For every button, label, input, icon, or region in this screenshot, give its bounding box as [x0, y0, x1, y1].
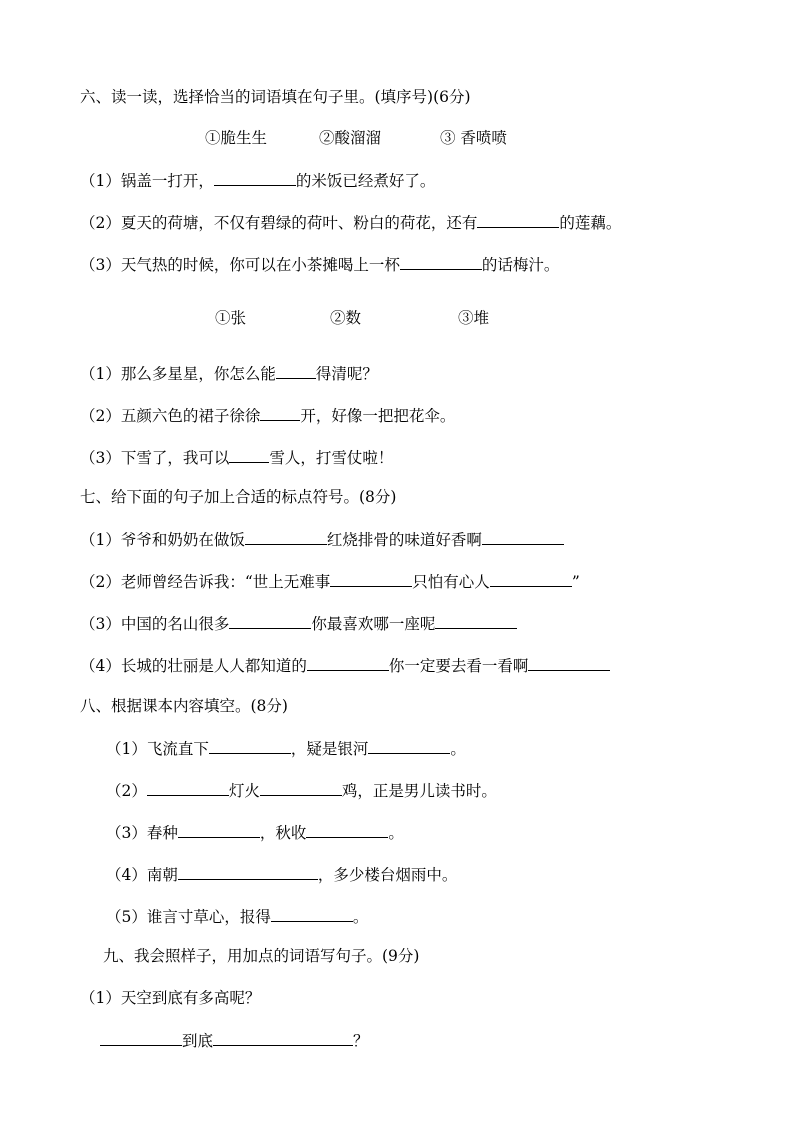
question-text: （1）飞流直下 [106, 740, 209, 758]
question [106, 821, 404, 844]
question-text: 。 [352, 908, 369, 926]
question [80, 211, 621, 234]
option-2: ②酸溜溜 [319, 129, 382, 147]
question [80, 446, 393, 469]
answer-blank[interactable] [528, 654, 610, 671]
question-text: （2） [106, 782, 147, 800]
question-text: （1）爷爷和奶奶在做饭 [80, 531, 245, 549]
answer-blank[interactable] [435, 612, 517, 629]
answer-blank[interactable] [260, 779, 342, 796]
answer-blank[interactable] [477, 211, 559, 228]
question-text: （3）春种 [106, 824, 178, 842]
question-text: 的米饭已经煮好了。 [295, 172, 436, 190]
question [80, 528, 564, 551]
option-2: ②数 [330, 309, 362, 327]
question-text: （2）夏天的荷塘，不仅有碧绿的荷叶、粉白的荷花，还有 [80, 214, 478, 232]
question-text: （3）下雪了，我可以 [80, 449, 230, 467]
question-text: 你最喜欢哪一座呢 [311, 615, 436, 633]
answer-blank[interactable] [100, 1029, 182, 1046]
question-text: 鸡，正是男儿读书时。 [341, 782, 497, 800]
question: （1）天空到底有多高呢？ [80, 989, 261, 1007]
question-text: （1）那么多星星，你怎么能 [80, 365, 276, 383]
answer-blank[interactable] [400, 253, 482, 270]
answer-blank[interactable] [271, 905, 353, 922]
option-3: ③ 香喷喷 [440, 129, 507, 147]
question-text: 的莲藕。 [559, 214, 622, 232]
question [80, 404, 455, 427]
question [80, 169, 435, 192]
answer-blank[interactable] [368, 737, 450, 754]
question-text: ，疑是银河 [290, 740, 369, 758]
question-text: （5）谁言寸草心，报得 [106, 908, 271, 926]
section6-title: 六、读一读，选择恰当的词语填在句子里。(填序号)(6分) [80, 88, 471, 106]
answer-blank[interactable] [306, 821, 388, 838]
question-text: 灯火 [228, 782, 260, 800]
section8-title: 八、根据课本内容填空。(8分) [80, 697, 288, 715]
question [106, 863, 457, 886]
option-1: ①脆生生 [205, 129, 268, 147]
answer-blank[interactable] [229, 612, 311, 629]
question-text: 红烧排骨的味道好香啊 [326, 531, 482, 549]
question-text: ，秋收 [259, 824, 307, 842]
question [80, 253, 559, 276]
question-text: 雪人，打雪仗啦！ [269, 449, 394, 467]
question-text: （2）老师曾经告诉我：“世上无难事 [80, 573, 331, 591]
question [106, 779, 497, 802]
answer-blank[interactable] [276, 362, 316, 379]
answer-blank[interactable] [214, 169, 296, 186]
answer-blank[interactable] [260, 404, 300, 421]
question-text: 开，好像一把把花伞。 [300, 407, 456, 425]
question [106, 905, 368, 928]
question-text: （3）天气热的时候，你可以在小茶摊喝上一杯 [80, 256, 400, 274]
option-1: ①张 [215, 309, 247, 327]
question [80, 570, 580, 593]
answer-blank[interactable] [245, 528, 327, 545]
question-text: 的话梅汁。 [481, 256, 560, 274]
question-text: 。 [388, 824, 404, 842]
question-text: 只怕有心人 [412, 573, 490, 591]
question-text: 你一定要去看一看啊 [388, 657, 529, 675]
answer-blank[interactable] [229, 446, 269, 463]
question [100, 1029, 369, 1052]
question-text: 到底 [182, 1032, 214, 1050]
answer-blank[interactable] [209, 737, 291, 754]
option-3: ③堆 [458, 309, 490, 327]
answer-blank[interactable] [213, 1029, 353, 1046]
question-text: ，多少楼台烟雨中。 [317, 866, 458, 884]
question-text: （4）南朝 [106, 866, 178, 884]
question [80, 362, 378, 385]
question-text: ？ [353, 1032, 369, 1050]
question-text: （4）长城的壮丽是人人都知道的 [80, 657, 307, 675]
answer-blank[interactable] [330, 570, 412, 587]
question-text: （2）五颜六色的裙子徐徐 [80, 407, 261, 425]
question [80, 612, 517, 635]
answer-blank[interactable] [178, 863, 318, 880]
question-text: 得清呢？ [315, 365, 378, 383]
answer-blank[interactable] [490, 570, 572, 587]
question-text: 。 [450, 740, 466, 758]
question [106, 737, 466, 760]
question-text: （1）锅盖一打开， [80, 172, 214, 190]
answer-blank[interactable] [307, 654, 389, 671]
question-text: ” [571, 573, 580, 591]
answer-blank[interactable] [147, 779, 229, 796]
answer-blank[interactable] [178, 821, 260, 838]
answer-blank[interactable] [482, 528, 564, 545]
section9-title: 九、我会照样子，用加点的词语写句子。(9分) [103, 947, 420, 965]
question [80, 654, 610, 677]
section7-title: 七、给下面的句子加上合适的标点符号。(8分) [80, 488, 397, 506]
question-text: （3）中国的名山很多 [80, 615, 230, 633]
